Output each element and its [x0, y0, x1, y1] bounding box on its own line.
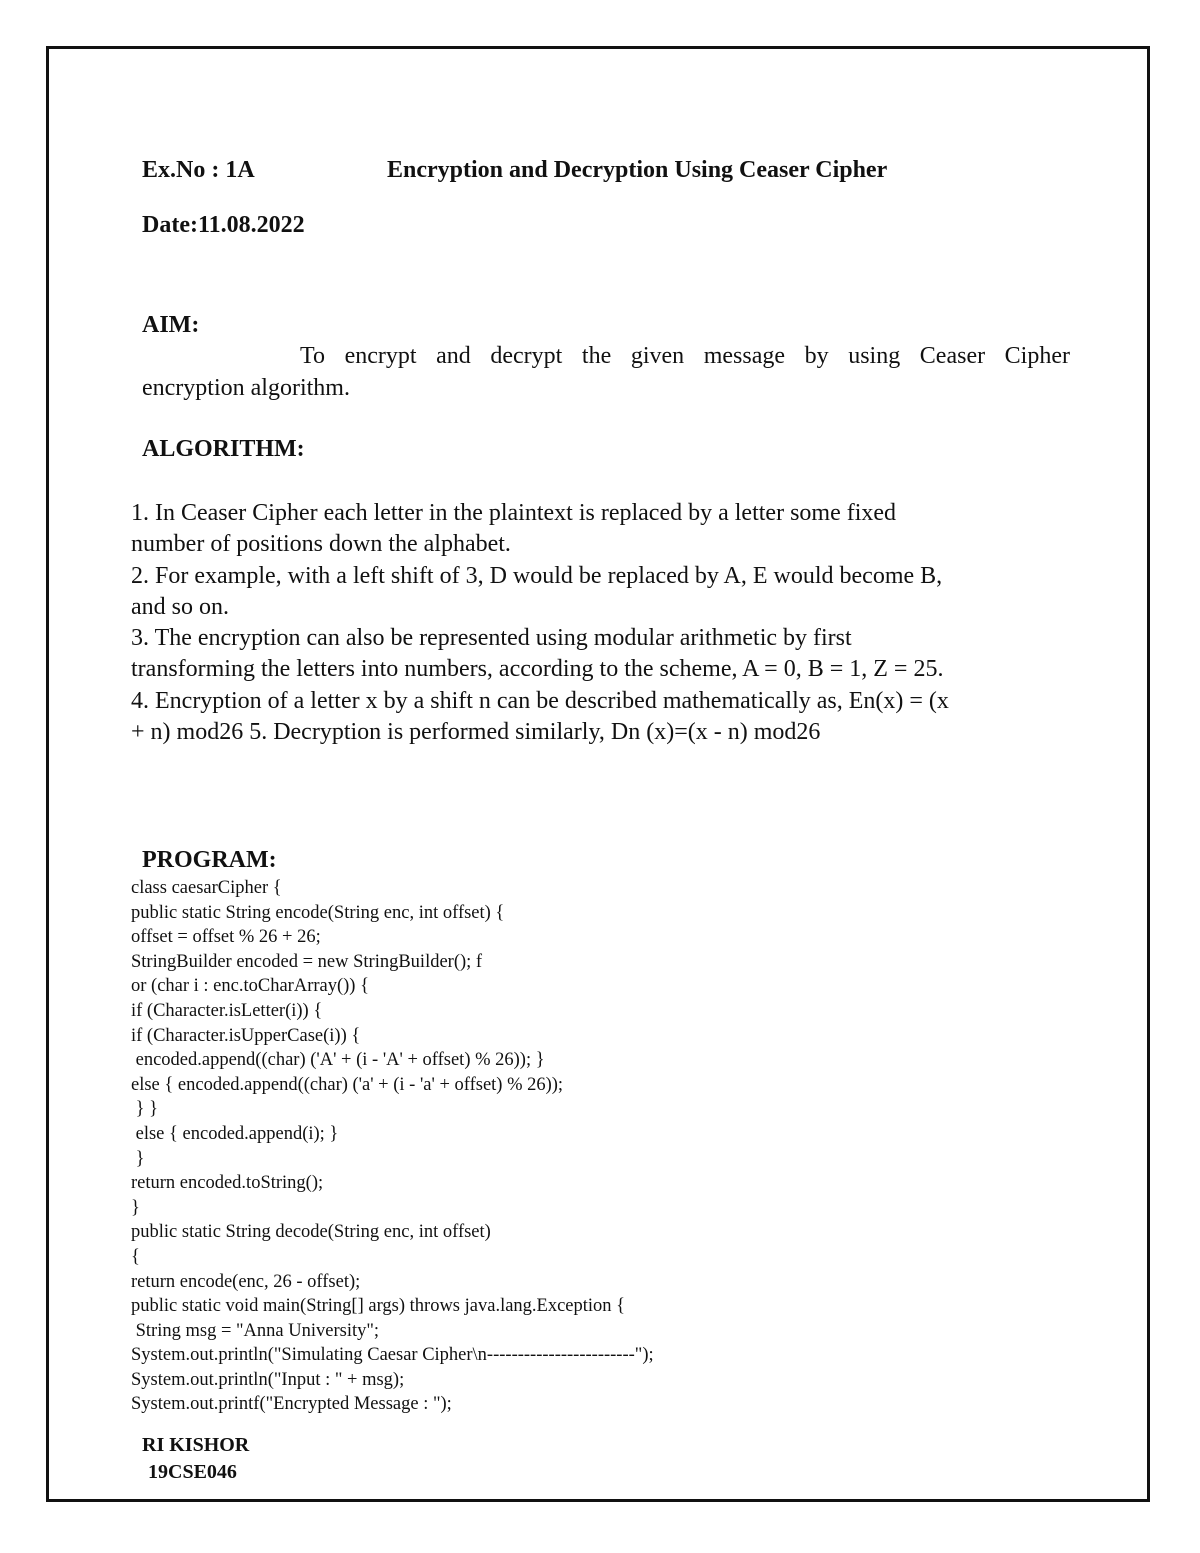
algorithm-heading: ALGORITHM: [142, 436, 305, 462]
code-line: encoded.append((char) ('A' + (i - 'A' + offset) % 26)); } [131, 1050, 545, 1071]
code-line: System.out.println("Input : " + msg); [131, 1369, 405, 1390]
algorithm-line: transforming the letters into numbers, according to the scheme, A = 0, B = 1, Z = 25. [131, 656, 944, 683]
code-line: offset = offset % 26 + 26; [131, 927, 321, 948]
algorithm-steps [131, 498, 1081, 748]
algorithm-line: 4. Encryption of a letter x by a shift n can be described mathematically as, En(x) = (x [131, 687, 949, 714]
aim-line: To encrypt and decrypt the given message by using Ceaser Cipher [300, 343, 1070, 369]
code-line: System.out.println("Simulating Caesar Cipher\n------------------------"); [131, 1345, 654, 1366]
code-line: StringBuilder encoded = new StringBuilder(); f [131, 951, 483, 972]
code-line: public static String encode(String enc, int offset) { [131, 902, 505, 923]
code-line: return encode(enc, 26 - offset); [131, 1271, 361, 1292]
algorithm-line: 1. In Ceaser Cipher each letter in the plaintext is replaced by a letter some fixed [131, 500, 897, 526]
code-line: return encoded.toString(); [131, 1173, 324, 1194]
aim-paragraph [142, 340, 1070, 404]
aim-line: encryption algorithm. [142, 375, 350, 401]
code-line: if (Character.isUpperCase(i)) { [131, 1025, 361, 1046]
aim-heading: AIM: [142, 312, 200, 338]
author-name: RI KISHOR [142, 1434, 250, 1456]
code-line: else { encoded.append((char) ('a' + (i - 'a' + offset) % 26)); [131, 1074, 564, 1095]
code-line: } [131, 1197, 140, 1218]
code-line: System.out.printf("Encrypted Message : "); [131, 1394, 452, 1415]
code-line: { [131, 1246, 140, 1267]
algorithm-line: + n) mod26 5. Decryption is performed similarly, Dn (x)=(x - n) mod26 [131, 719, 821, 746]
document-title: Encryption and Decryption Using Ceaser Cipher [387, 157, 888, 183]
algorithm-line: 3. The encryption can also be represented using modular arithmetic by first [131, 625, 852, 652]
algorithm-line: 2. For example, with a left shift of 3, D would be replaced by A, E would become B, [131, 562, 943, 589]
code-line: else { encoded.append(i); } [131, 1123, 339, 1144]
code-line: public static String decode(String enc, int offset) [131, 1222, 491, 1243]
program-heading: PROGRAM: [142, 847, 277, 873]
program-code-block [131, 876, 654, 1417]
code-line: } [131, 1148, 145, 1169]
document-date: Date:11.08.2022 [142, 212, 305, 238]
code-line: String msg = "Anna University"; [131, 1320, 380, 1341]
roll-number: 19CSE046 [148, 1461, 237, 1483]
exercise-number: Ex.No : 1A [142, 157, 255, 183]
code-line: or (char i : enc.toCharArray()) { [131, 976, 369, 997]
code-line: public static void main(String[] args) throws java.lang.Exception { [131, 1296, 626, 1317]
code-line: class caesarCipher { [131, 878, 282, 898]
code-line: } } [131, 1099, 159, 1120]
algorithm-line: number of positions down the alphabet. [131, 531, 511, 558]
code-line: if (Character.isLetter(i)) { [131, 1000, 323, 1021]
algorithm-line: and so on. [131, 593, 229, 620]
